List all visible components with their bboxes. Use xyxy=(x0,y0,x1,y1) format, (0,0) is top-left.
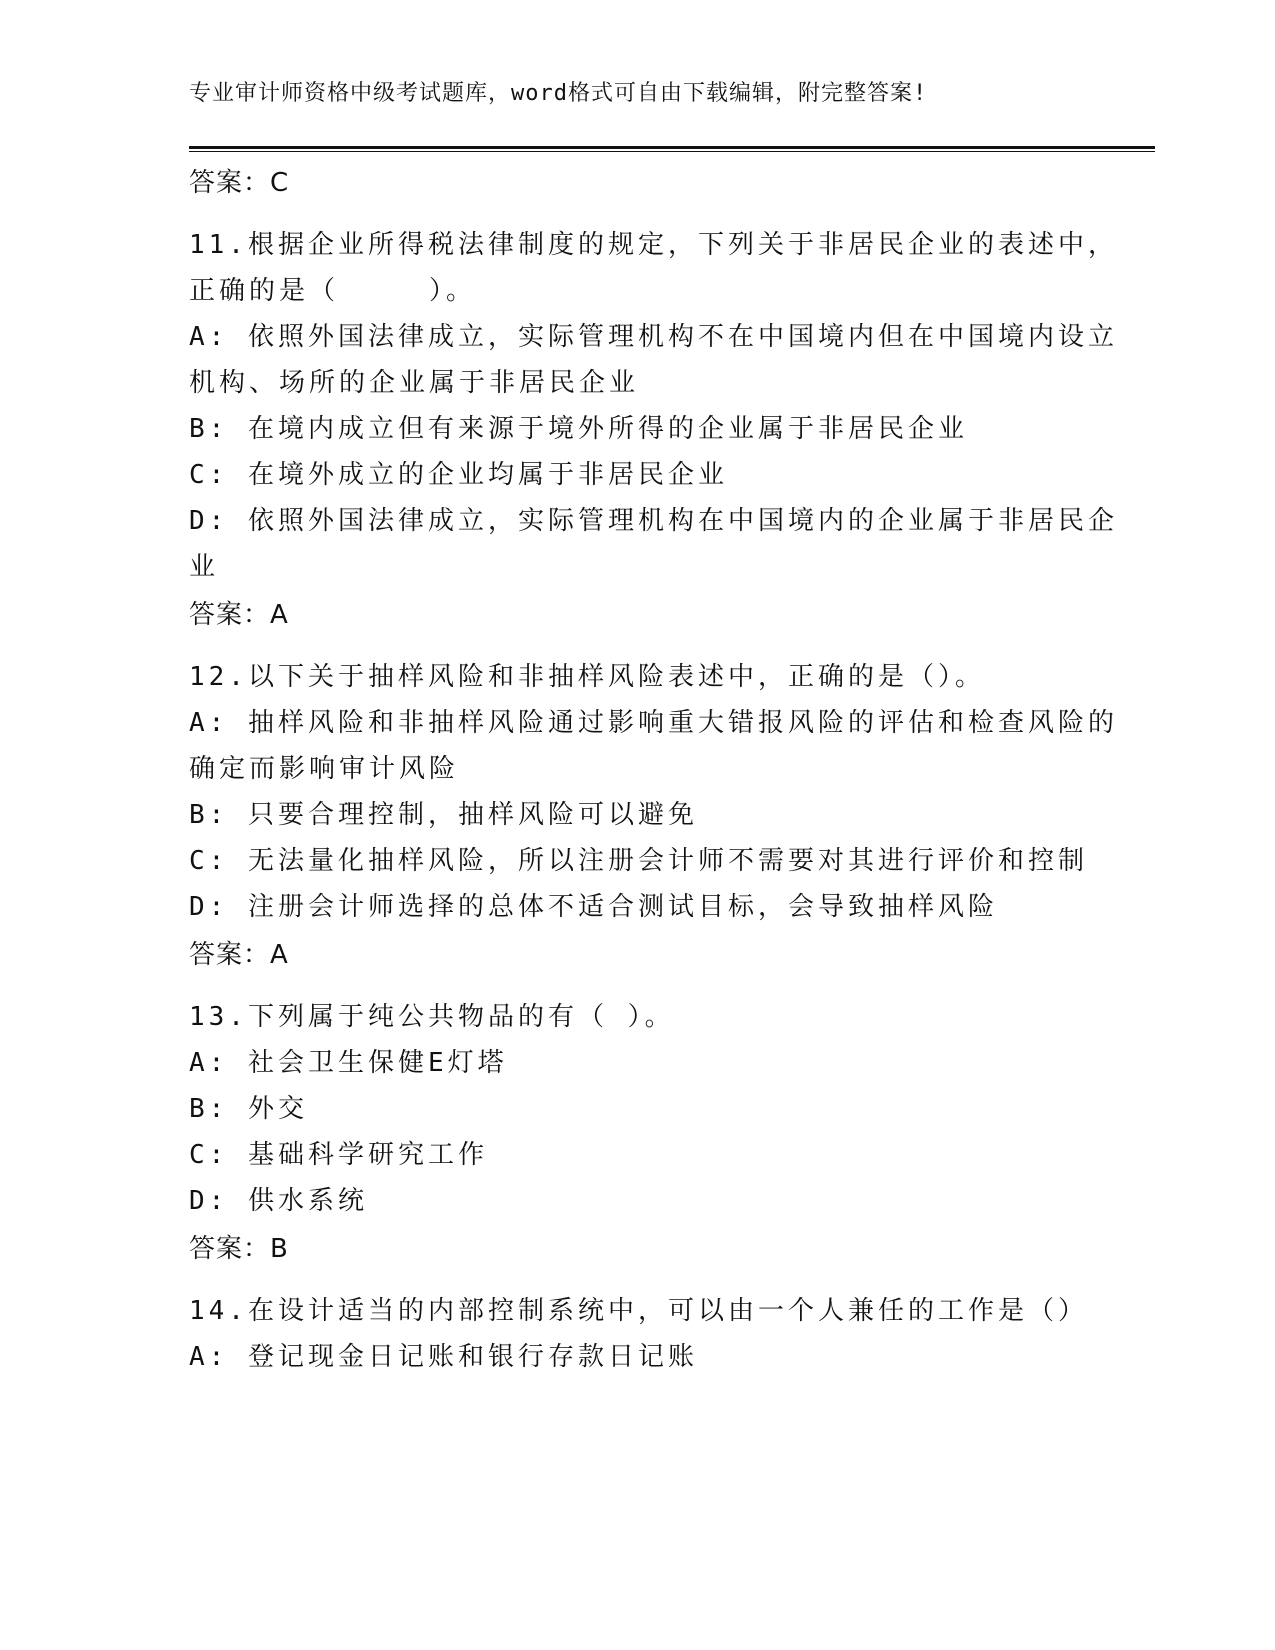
question-line: 13.下列属于纯公共物品的有（ ）。 xyxy=(189,1002,675,1032)
question-line: 确定而影响审计风险 xyxy=(189,754,460,784)
answer-line: 答案：C xyxy=(189,168,290,198)
question-line: C: 在境外成立的企业均属于非居民企业 xyxy=(189,460,728,490)
page-header: 专业审计师资格中级考试题库，word格式可自由下载编辑，附完整答案! xyxy=(189,81,928,106)
question-line: 机构、场所的企业属于非居民企业 xyxy=(189,368,640,398)
question-line: 业 xyxy=(189,552,220,582)
question-line: 11.根据企业所得税法律制度的规定，下列关于非居民企业的表述中， xyxy=(189,230,1118,260)
question-line: D: 供水系统 xyxy=(189,1186,368,1216)
question-line: B: 外交 xyxy=(189,1094,308,1124)
question-line: C: 基础科学研究工作 xyxy=(189,1140,488,1170)
question-line: A: 抽样风险和非抽样风险通过影响重大错报风险的评估和检查风险的 xyxy=(189,708,1118,738)
question-line: 12.以下关于抽样风险和非抽样风险表述中，正确的是（）。 xyxy=(189,662,985,692)
answer-line: 答案：B xyxy=(189,1234,289,1264)
question-line: D: 注册会计师选择的总体不适合测试目标，会导致抽样风险 xyxy=(189,892,998,922)
question-line: C: 无法量化抽样风险，所以注册会计师不需要对其进行评价和控制 xyxy=(189,846,1088,876)
question-line: B: 只要合理控制，抽样风险可以避免 xyxy=(189,800,698,830)
question-line: A: 社会卫生保健E灯塔 xyxy=(189,1048,508,1078)
answer-line: 答案：A xyxy=(189,600,289,630)
question-line: A: 登记现金日记账和银行存款日记账 xyxy=(189,1342,698,1372)
question-line: 正确的是（ ）。 xyxy=(189,276,477,306)
question-line: 14.在设计适当的内部控制系统中，可以由一个人兼任的工作是（） xyxy=(189,1296,1088,1326)
question-line: A: 依照外国法律成立，实际管理机构不在中国境内但在中国境内设立 xyxy=(189,322,1118,352)
header-rule xyxy=(189,146,1155,152)
question-line: B: 在境内成立但有来源于境外所得的企业属于非居民企业 xyxy=(189,414,968,444)
answer-line: 答案：A xyxy=(189,940,289,970)
question-line: D: 依照外国法律成立，实际管理机构在中国境内的企业属于非居民企 xyxy=(189,506,1118,536)
